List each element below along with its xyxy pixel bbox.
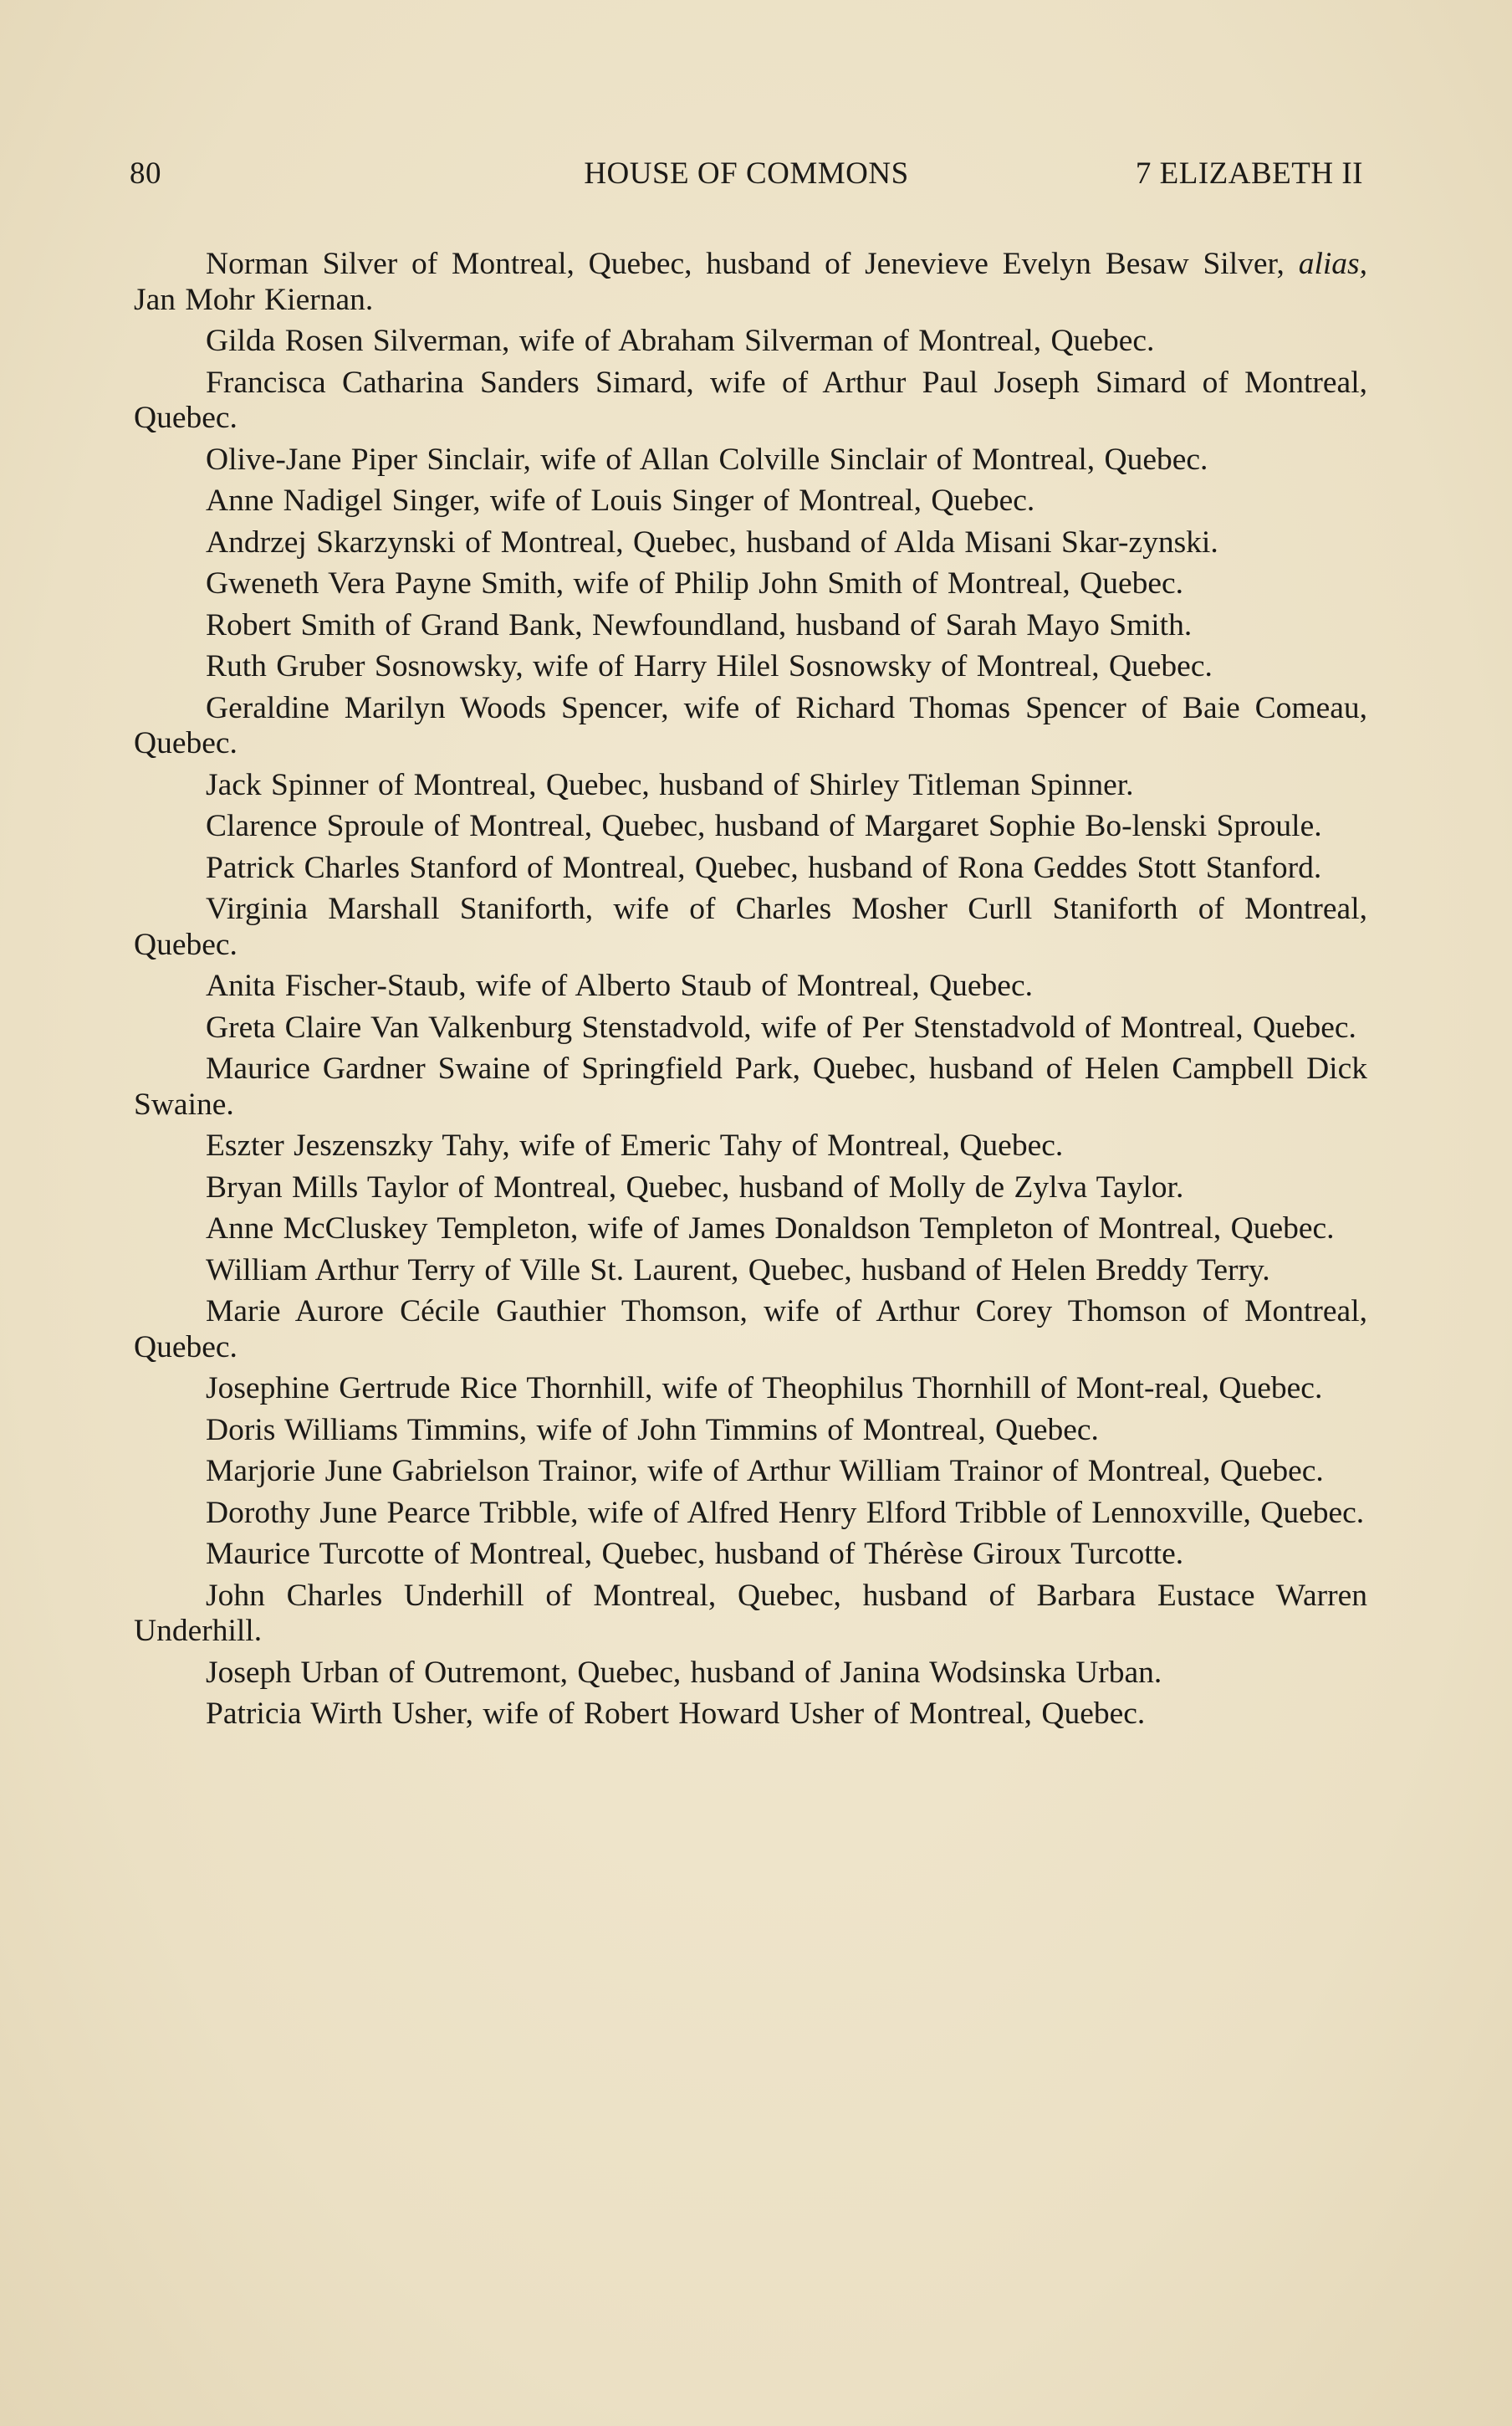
list-item: Marie Aurore Cécile Gauthier Thomson, wife of Arthur Corey Thomson of Montreal, Quebec. [134, 1294, 1367, 1364]
list-item: Gilda Rosen Silverman, wife of Abraham Silverman of Montreal, Quebec. [206, 324, 1155, 358]
list-item: Clarence Sproule of Montreal, Quebec, husband of Margaret Sophie Bo-lenski Sproule. [206, 809, 1322, 843]
list-item: Josephine Gertrude Rice Thornhill, wife of Theophilus Thornhill of Mont-real, Quebec. [206, 1371, 1323, 1405]
list-item: Virginia Marshall Staniforth, wife of Charles Mosher Curll Staniforth of Montreal, Quebec. [134, 892, 1367, 962]
list-item: Andrzej Skarzynski of Montreal, Quebec, husband of Alda Misani Skar-zynski. [206, 525, 1218, 560]
running-title: HOUSE OF COMMONS [584, 156, 909, 191]
regnal-year: 7 ELIZABETH II [1135, 156, 1363, 191]
list-item: Ruth Gruber Sosnowsky, wife of Harry Hilel Sosnowsky of Montreal, Quebec. [206, 649, 1213, 683]
list-item: Anne Nadigel Singer, wife of Louis Singer of Montreal, Quebec. [206, 484, 1035, 518]
list-item: Robert Smith of Grand Bank, Newfoundland, husband of Sarah Mayo Smith. [206, 607, 1193, 642]
list-item: Bryan Mills Taylor of Montreal, Quebec, husband of Molly de Zylva Taylor. [206, 1169, 1184, 1205]
list-item: Anita Fischer-Staub, wife of Alberto Staub of Montreal, Quebec. [206, 969, 1033, 1003]
list-item: Norman Silver of Montreal, Quebec, husband of Jenevieve Evelyn Besaw Silver, alias, Jan Mohr Kiernan. [134, 247, 1367, 317]
list-item: Eszter Jeszenszky Tahy, wife of Emeric Tahy of Montreal, Quebec. [206, 1129, 1064, 1163]
list-item: William Arthur Terry of Ville St. Laurent, Quebec, husband of Helen Breddy Terry. [206, 1252, 1270, 1287]
page-number: 80 [130, 156, 161, 191]
list-item: Maurice Turcotte of Montreal, Quebec, husband of Thérèse Giroux Turcotte. [206, 1537, 1184, 1571]
list-item: Olive-Jane Piper Sinclair, wife of Allan Colville Sinclair of Montreal, Quebec. [206, 442, 1208, 477]
list-item: Francisca Catharina Sanders Simard, wife of Arthur Paul Joseph Simard of Montreal, Quebec. [134, 365, 1367, 435]
list-item: Maurice Gardner Swaine of Springfield Park, Quebec, husband of Helen Campbell Dick Swaine. [134, 1052, 1367, 1122]
list-item: Anne McCluskey Templeton, wife of James Donaldson Templeton of Montreal, Quebec. [206, 1211, 1335, 1246]
list-item: John Charles Underhill of Montreal, Quebec, husband of Barbara Eustace Warren Underhill. [134, 1578, 1367, 1648]
list-item: Patrick Charles Stanford of Montreal, Quebec, husband of Rona Geddes Stott Stanford. [206, 850, 1322, 885]
entry-list [134, 247, 1367, 1738]
list-item: Joseph Urban of Outremont, Quebec, husband of Janina Wodsinska Urban. [206, 1655, 1162, 1690]
list-item: Patricia Wirth Usher, wife of Robert Howard Usher of Montreal, Quebec. [206, 1697, 1146, 1731]
list-item: Greta Claire Van Valkenburg Stenstadvold, wife of Per Stenstadvold of Montreal, Quebec. [206, 1010, 1356, 1045]
list-item: Doris Williams Timmins, wife of John Timmins of Montreal, Quebec. [206, 1412, 1099, 1447]
list-item: Marjorie June Gabrielson Trainor, wife of Arthur William Trainor of Montreal, Quebec. [206, 1454, 1324, 1488]
list-item: Jack Spinner of Montreal, Quebec, husband of Shirley Titleman Spinner. [206, 767, 1134, 802]
list-item: Geraldine Marilyn Woods Spencer, wife of Richard Thomas Spencer of Baie Comeau, Quebec. [134, 690, 1367, 760]
running-header [130, 156, 1363, 197]
list-item: Dorothy June Pearce Tribble, wife of Alfred Henry Elford Tribble of Lennoxville, Quebec. [206, 1495, 1365, 1530]
list-item: Gweneth Vera Payne Smith, wife of Philip John Smith of Montreal, Quebec. [206, 566, 1184, 601]
